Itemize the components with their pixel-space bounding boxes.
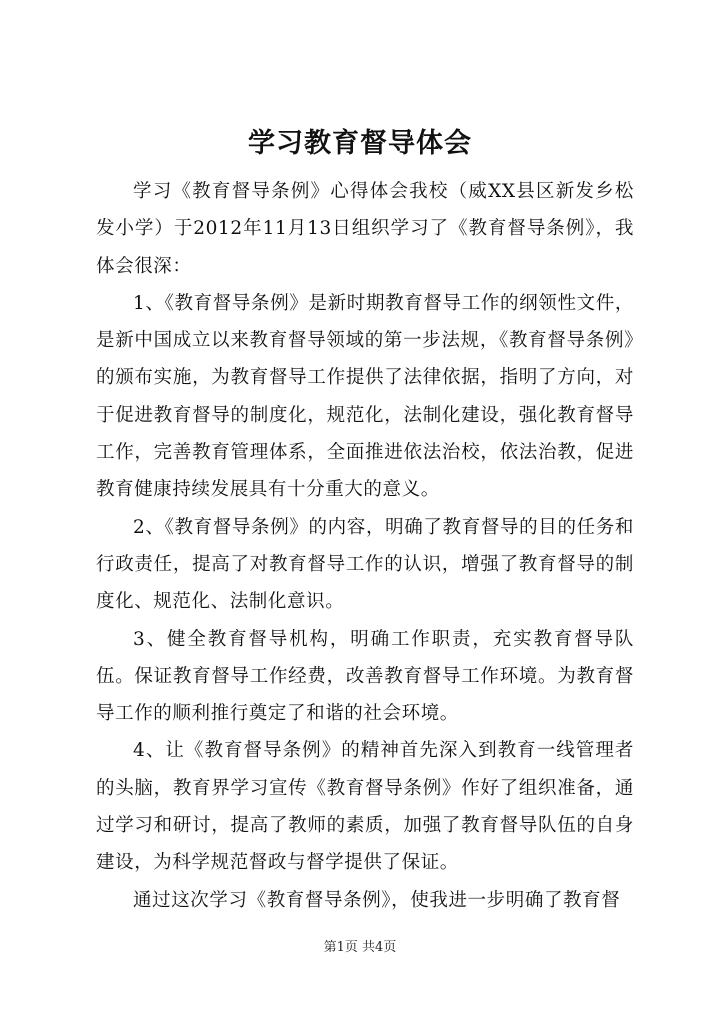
document-title: 学习教育督导体会 [248,128,472,159]
paragraph-intro: 学习《教育督导条例》心得体会我校（威XX县区新发乡松发小学）于2012年11月13日组织学习了《教育督导条例》，我体会很深： [96,181,634,277]
paragraph-point-1: 1、《教育督导条例》是新时期教育督导工作的纲领性文件，是新中国成立以来教育督导领域的第一步法规，《教育督导条例》的颁布实施，为教育督导工作提供了法律依据，指明了方向，对于促进教育督导的制度化，规范化，法制化建设，强化教育督导工作，完善教育管理体系，全面推进依法治校，依法治教，促进教育健康持续发展具有十分重大的意义。 [96,292,634,501]
paragraph-point-3: 3、健全教育督导机构，明确工作职责，充实教育督导队伍。保证教育督导工作经费，改善教育督导工作环境。为教育督导工作的顺利推行奠定了和谐的社会环境。 [96,628,634,725]
page-number-footer: 第1页 共4页 [323,940,397,955]
paragraph-point-4: 4、让《教育督导条例》的精神首先深入到教育一线管理者的头脑，教育界学习宣传《教育督导条例》作好了组织准备，通过学习和研讨，提高了教师的素质，加强了教育督导队伍的自身建设，为科学规范督政与督学提供了保证。 [96,740,634,874]
paragraph-conclusion: 通过这次学习《教育督导条例》，使我进一步明确了教育督 [133,889,621,911]
document-body [96,173,634,919]
paragraph-point-2: 2、《教育督导条例》的内容，明确了教育督导的目的任务和行政责任，提高了对教育督导工作的认识，增强了教育督导的制度化、规范化、法制化意识。 [96,516,634,613]
